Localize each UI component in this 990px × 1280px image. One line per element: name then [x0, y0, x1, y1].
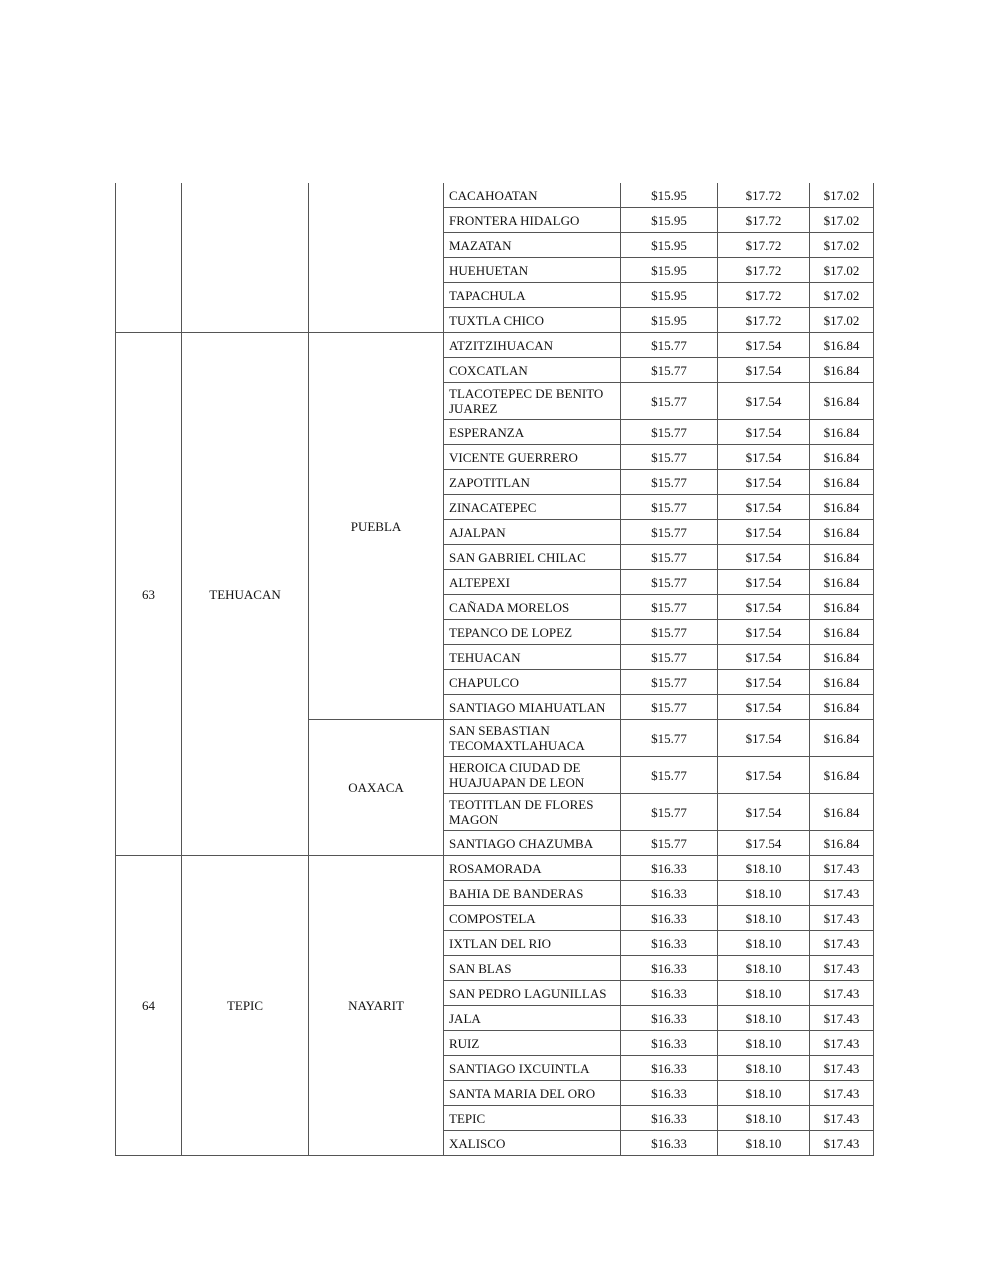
city-cell: VICENTE GUERRERO	[444, 445, 621, 470]
zone-name-cell: TEPIC	[182, 856, 309, 1156]
price-b-cell: $17.72	[718, 308, 810, 333]
city-cell: SANTIAGO MIAHUATLAN	[444, 695, 621, 720]
price-a-cell: $15.95	[621, 208, 718, 233]
price-b-cell: $17.54	[718, 595, 810, 620]
price-a-cell: $15.77	[621, 520, 718, 545]
zone-name-cell: TEHUACAN	[182, 333, 309, 856]
city-cell: TEPANCO DE LOPEZ	[444, 620, 621, 645]
price-a-cell: $15.77	[621, 545, 718, 570]
state-cell: PUEBLA	[309, 333, 444, 720]
city-cell: IXTLAN DEL RIO	[444, 931, 621, 956]
price-a-cell: $15.77	[621, 358, 718, 383]
city-cell: RUIZ	[444, 1031, 621, 1056]
table-row	[116, 333, 874, 358]
price-c-cell: $16.84	[810, 645, 874, 670]
price-b-cell: $17.54	[718, 358, 810, 383]
price-c-cell: $16.84	[810, 495, 874, 520]
price-c-cell: $17.43	[810, 1031, 874, 1056]
price-a-cell: $15.77	[621, 794, 718, 831]
price-c-cell: $16.84	[810, 757, 874, 794]
city-cell: CACAHOATAN	[444, 183, 621, 208]
city-cell: TLACOTEPEC DE BENITO JUAREZ	[444, 383, 621, 420]
price-b-cell: $17.54	[718, 545, 810, 570]
price-b-cell: $17.54	[718, 695, 810, 720]
price-b-cell: $17.54	[718, 495, 810, 520]
price-b-cell: $18.10	[718, 881, 810, 906]
table-row	[116, 183, 874, 208]
price-c-cell: $17.02	[810, 233, 874, 258]
price-c-cell: $17.43	[810, 956, 874, 981]
zone-name-cell	[182, 183, 309, 333]
price-b-cell: $17.72	[718, 233, 810, 258]
price-c-cell: $16.84	[810, 670, 874, 695]
price-a-cell: $15.95	[621, 183, 718, 208]
price-a-cell: $16.33	[621, 931, 718, 956]
city-cell: TEPIC	[444, 1106, 621, 1131]
price-table-body	[116, 183, 874, 1156]
price-a-cell: $16.33	[621, 1106, 718, 1131]
city-cell: ZAPOTITLAN	[444, 470, 621, 495]
price-c-cell: $17.43	[810, 1056, 874, 1081]
price-a-cell: $15.77	[621, 495, 718, 520]
price-b-cell: $17.72	[718, 208, 810, 233]
city-cell: XALISCO	[444, 1131, 621, 1156]
price-b-cell: $17.54	[718, 645, 810, 670]
city-cell: SANTA MARIA DEL ORO	[444, 1081, 621, 1106]
price-a-cell: $15.77	[621, 645, 718, 670]
price-a-cell: $16.33	[621, 981, 718, 1006]
price-c-cell: $17.43	[810, 906, 874, 931]
price-a-cell: $16.33	[621, 881, 718, 906]
price-c-cell: $17.43	[810, 1131, 874, 1156]
price-b-cell: $17.54	[718, 831, 810, 856]
price-a-cell: $16.33	[621, 1056, 718, 1081]
price-c-cell: $17.02	[810, 208, 874, 233]
city-cell: HEROICA CIUDAD DE HUAJUAPAN DE LEON	[444, 757, 621, 794]
price-c-cell: $17.43	[810, 856, 874, 881]
price-b-cell: $17.54	[718, 757, 810, 794]
price-c-cell: $16.84	[810, 720, 874, 757]
price-c-cell: $17.43	[810, 1006, 874, 1031]
price-b-cell: $17.54	[718, 520, 810, 545]
city-cell: CHAPULCO	[444, 670, 621, 695]
price-b-cell: $17.54	[718, 670, 810, 695]
city-cell: ALTEPEXI	[444, 570, 621, 595]
price-a-cell: $15.77	[621, 720, 718, 757]
price-b-cell: $17.54	[718, 420, 810, 445]
city-cell: SAN BLAS	[444, 956, 621, 981]
price-b-cell: $18.10	[718, 1031, 810, 1056]
price-b-cell: $18.10	[718, 956, 810, 981]
zone-number-cell	[116, 183, 182, 333]
price-c-cell: $16.84	[810, 520, 874, 545]
price-a-cell: $15.77	[621, 670, 718, 695]
price-c-cell: $17.02	[810, 183, 874, 208]
price-a-cell: $15.95	[621, 283, 718, 308]
price-b-cell: $18.10	[718, 1056, 810, 1081]
price-a-cell: $15.95	[621, 308, 718, 333]
price-c-cell: $16.84	[810, 831, 874, 856]
price-a-cell: $15.77	[621, 757, 718, 794]
price-c-cell: $16.84	[810, 545, 874, 570]
city-cell: SAN PEDRO LAGUNILLAS	[444, 981, 621, 1006]
city-cell: CAÑADA MORELOS	[444, 595, 621, 620]
price-a-cell: $15.77	[621, 620, 718, 645]
price-table	[115, 183, 874, 1156]
price-b-cell: $18.10	[718, 1106, 810, 1131]
price-a-cell: $15.77	[621, 470, 718, 495]
price-b-cell: $18.10	[718, 981, 810, 1006]
price-c-cell: $17.02	[810, 258, 874, 283]
city-cell: ATZITZIHUACAN	[444, 333, 621, 358]
price-c-cell: $16.84	[810, 333, 874, 358]
price-c-cell: $16.84	[810, 794, 874, 831]
price-c-cell: $17.02	[810, 308, 874, 333]
price-a-cell: $15.95	[621, 258, 718, 283]
price-a-cell: $15.77	[621, 420, 718, 445]
price-b-cell: $17.72	[718, 183, 810, 208]
city-cell: SAN SEBASTIAN TECOMAXTLAHUACA	[444, 720, 621, 757]
city-cell: ZINACATEPEC	[444, 495, 621, 520]
price-c-cell: $17.43	[810, 1106, 874, 1131]
price-b-cell: $18.10	[718, 931, 810, 956]
price-a-cell: $16.33	[621, 906, 718, 931]
price-b-cell: $17.72	[718, 283, 810, 308]
price-b-cell: $17.54	[718, 383, 810, 420]
price-a-cell: $15.77	[621, 333, 718, 358]
price-c-cell: $17.02	[810, 283, 874, 308]
price-c-cell: $17.43	[810, 881, 874, 906]
price-c-cell: $17.43	[810, 931, 874, 956]
zone-number-cell: 63	[116, 333, 182, 856]
city-cell: ESPERANZA	[444, 420, 621, 445]
price-b-cell: $18.10	[718, 1131, 810, 1156]
city-cell: TUXTLA CHICO	[444, 308, 621, 333]
price-c-cell: $16.84	[810, 570, 874, 595]
city-cell: BAHIA DE BANDERAS	[444, 881, 621, 906]
price-b-cell: $18.10	[718, 1006, 810, 1031]
price-b-cell: $17.54	[718, 620, 810, 645]
city-cell: ROSAMORADA	[444, 856, 621, 881]
state-cell	[309, 183, 444, 333]
price-c-cell: $16.84	[810, 595, 874, 620]
price-a-cell: $15.77	[621, 595, 718, 620]
price-b-cell: $17.54	[718, 470, 810, 495]
price-c-cell: $17.43	[810, 1081, 874, 1106]
price-c-cell: $16.84	[810, 420, 874, 445]
price-b-cell: $17.72	[718, 258, 810, 283]
price-c-cell: $16.84	[810, 445, 874, 470]
city-cell: MAZATAN	[444, 233, 621, 258]
city-cell: TEHUACAN	[444, 645, 621, 670]
price-a-cell: $16.33	[621, 1031, 718, 1056]
price-a-cell: $16.33	[621, 1081, 718, 1106]
price-b-cell: $17.54	[718, 794, 810, 831]
price-c-cell: $16.84	[810, 695, 874, 720]
price-a-cell: $15.77	[621, 445, 718, 470]
price-a-cell: $16.33	[621, 1131, 718, 1156]
city-cell: TEOTITLAN DE FLORES MAGON	[444, 794, 621, 831]
price-a-cell: $15.77	[621, 570, 718, 595]
price-c-cell: $16.84	[810, 470, 874, 495]
price-a-cell: $16.33	[621, 856, 718, 881]
price-a-cell: $15.77	[621, 831, 718, 856]
price-b-cell: $17.54	[718, 720, 810, 757]
price-a-cell: $16.33	[621, 1006, 718, 1031]
price-b-cell: $17.54	[718, 333, 810, 358]
city-cell: FRONTERA HIDALGO	[444, 208, 621, 233]
table-row	[116, 856, 874, 881]
city-cell: COMPOSTELA	[444, 906, 621, 931]
city-cell: COXCATLAN	[444, 358, 621, 383]
price-a-cell: $16.33	[621, 956, 718, 981]
city-cell: AJALPAN	[444, 520, 621, 545]
price-b-cell: $18.10	[718, 906, 810, 931]
price-b-cell: $18.10	[718, 1081, 810, 1106]
price-b-cell: $17.54	[718, 570, 810, 595]
price-a-cell: $15.77	[621, 695, 718, 720]
price-b-cell: $18.10	[718, 856, 810, 881]
city-cell: TAPACHULA	[444, 283, 621, 308]
city-cell: SANTIAGO CHAZUMBA	[444, 831, 621, 856]
price-a-cell: $15.77	[621, 383, 718, 420]
state-cell: NAYARIT	[309, 856, 444, 1156]
price-c-cell: $16.84	[810, 358, 874, 383]
city-cell: HUEHUETAN	[444, 258, 621, 283]
price-b-cell: $17.54	[718, 445, 810, 470]
state-cell: OAXACA	[309, 720, 444, 856]
price-c-cell: $16.84	[810, 383, 874, 420]
city-cell: SANTIAGO IXCUINTLA	[444, 1056, 621, 1081]
city-cell: JALA	[444, 1006, 621, 1031]
city-cell: SAN GABRIEL CHILAC	[444, 545, 621, 570]
price-a-cell: $15.95	[621, 233, 718, 258]
price-c-cell: $16.84	[810, 620, 874, 645]
price-c-cell: $17.43	[810, 981, 874, 1006]
zone-number-cell: 64	[116, 856, 182, 1156]
